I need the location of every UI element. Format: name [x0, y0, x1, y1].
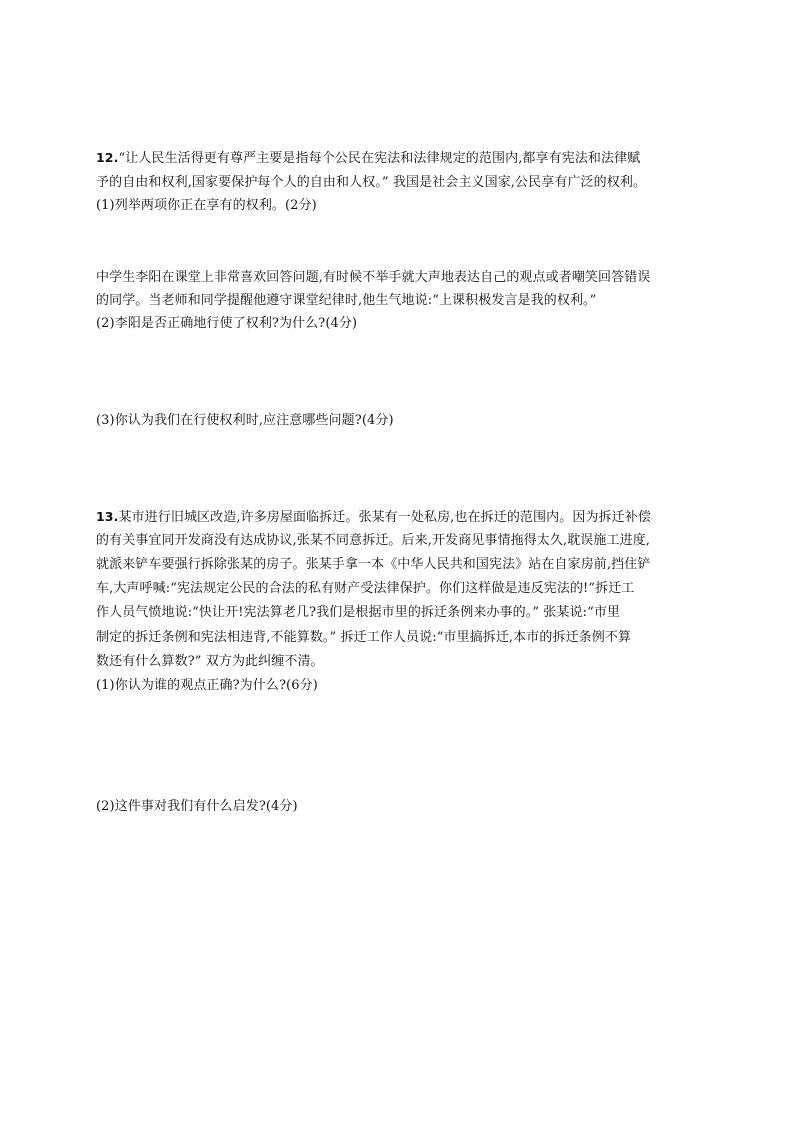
q12-number: 12.	[96, 150, 119, 165]
q12-part-1: (1)列举两项你正在享有的权利。(2分)	[96, 198, 317, 213]
q13-intro-line-5: 作人员气愤地说:“快让开!宪法算老几?我们是根据市里的拆迁条例来办事的。” 张某说:“市里	[96, 605, 621, 620]
q12-scenario-line-2: 的同学。当老师和同学提醒他遵守课堂纪律时,他生气地说:“上课积极发言是我的权利。”	[96, 293, 597, 308]
q13-part-1: (1)你认为谁的观点正确?为什么?(6分)	[96, 678, 318, 693]
q13-intro-line-6: 制定的拆迁条例和宪法相违背,不能算数。” 拆迁工作人员说:“市里搞拆迁,本市的拆迁条例不算	[96, 630, 632, 645]
q13-intro-text-1: 某市进行旧城区改造,许多房屋面临拆迁。张某有一处私房,也在拆迁的范围内。因为拆迁补偿	[118, 510, 651, 525]
q12-part-2: (2)李阳是否正确地行使了权利?为什么?(4分)	[96, 316, 358, 331]
q13-part-2: (2)这件事对我们有什么启发?(4分)	[96, 799, 298, 814]
q13-intro-line-2: 的有关事宜同开发商没有达成协议,张某不同意拆迁。后来,开发商见事情拖得太久,耽误施工进度,	[96, 533, 651, 548]
q12-intro-line-2: 予的自由和权利,国家要保护每个人的自由和人权。” 我国是社会主义国家,公民享有广泛的权利。	[96, 175, 647, 190]
q13-intro-line-7: 数还有什么算数?” 双方为此纠缠不清。	[96, 654, 324, 669]
q13-intro-line-1	[96, 509, 651, 526]
q12-scenario-line-1: 中学生李阳在课堂上非常喜欢回答问题,有时候不举手就大声地表达自己的观点或者嘲笑回答错误	[96, 270, 651, 285]
q12-intro-text-1: “让人民生活得更有尊严主要是指每个公民在宪法和法律规定的范围内,都享有宪法和法律赋	[118, 151, 641, 166]
q13-intro-line-3: 就派来铲车要强行拆除张某的房子。张某手拿一本《中华人民共和国宪法》站在自家房前,挡住铲	[96, 557, 651, 572]
q13-number: 13.	[96, 509, 119, 524]
q12-intro-line-1	[96, 150, 640, 167]
q12-part-3: (3)你认为我们在行使权利时,应注意哪些问题?(4分)	[96, 413, 394, 428]
q13-intro-line-4: 车,大声呼喊:“宪法规定公民的合法的私有财产受法律保护。你们这样做是违反宪法的!”拆迁工	[96, 581, 635, 596]
